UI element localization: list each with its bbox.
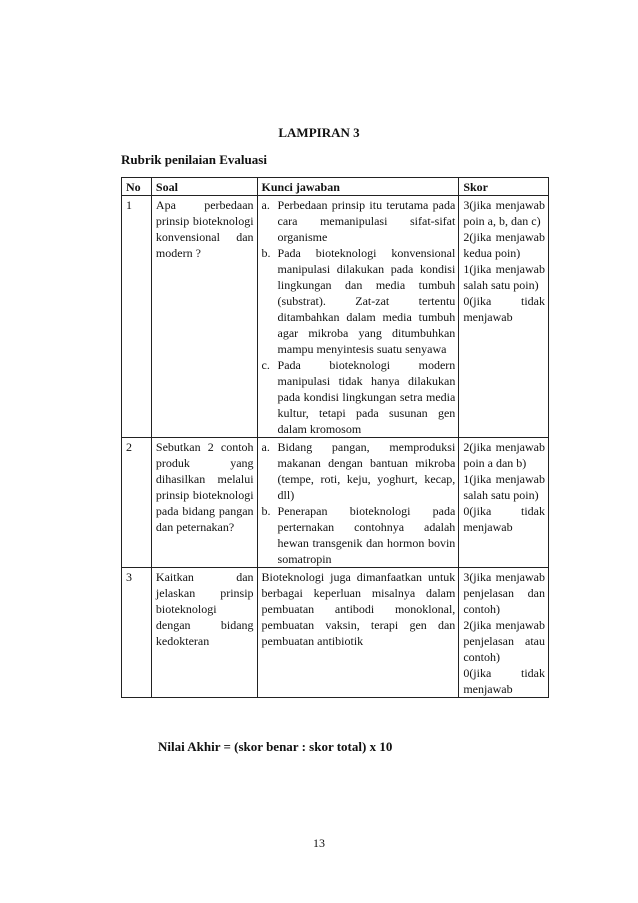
- answer-key: [257, 196, 459, 438]
- answer-marker: a.: [261, 198, 270, 212]
- table-header-row: [122, 178, 549, 196]
- page-number: 13: [313, 836, 325, 850]
- answer-text: Perbedaan prinsip itu terutama pada cara memanipulasi sifat-sifat organisme: [277, 198, 456, 244]
- score-line: 2(jika menjawab poin a dan b): [463, 440, 545, 470]
- header-no: No: [122, 178, 152, 196]
- row-number: 2: [122, 438, 152, 568]
- answer-text: Bidang pangan, memproduksi makanan dengan bantuan mikroba (tempe, roti, keju, yoghurt, kecap, dll): [277, 440, 456, 502]
- answer-key: Bioteknologi juga dimanfaatkan untuk berbagai keperluan misalnya dalam pembuatan antibodi monoklonal, pembuatan vaksin, terapi gen dan pembuatan antibiotik: [257, 568, 459, 698]
- answer-item: [262, 245, 456, 357]
- score-line: 0(jika tidak menjawab: [463, 294, 545, 324]
- table-row: [122, 568, 549, 698]
- table-row: [122, 196, 549, 438]
- question-text: Apa perbedaan prinsip bioteknologi konvensional dan modern ?: [151, 196, 257, 438]
- answer-marker: c.: [261, 358, 270, 372]
- score-cell: [459, 568, 549, 698]
- table-row: [122, 438, 549, 568]
- question-text: Sebutkan 2 contoh produk yang dihasilkan melalui prinsip bioteknologi pada bidang pangan dan peternakan?: [151, 438, 257, 568]
- answer-marker: a.: [261, 440, 270, 454]
- row-number: 1: [122, 196, 152, 438]
- header-skor: Skor: [459, 178, 549, 196]
- answer-key: [257, 438, 459, 568]
- score-cell: [459, 438, 549, 568]
- score-line: 0(jika tidak menjawab: [463, 504, 545, 534]
- answer-text: Pada bioteknologi konvensional manipulasi dilakukan pada kondisi lingkungan dan media tumbuh (substrat). Zat-zat tertentu ditambahkan dalam media tumbuh agar mikroba yang ditumbuhkan mampu menyintesis suatu senyawa: [277, 246, 456, 356]
- score-line: 2(jika menjawab kedua poin): [463, 230, 545, 260]
- answer-item: [262, 503, 456, 567]
- score-line: 1(jika menjawab salah satu poin): [463, 472, 545, 502]
- answer-item: [262, 197, 456, 245]
- answer-marker: b.: [261, 504, 271, 518]
- score-line: 1(jika menjawab salah satu poin): [463, 262, 545, 292]
- score-line: 3(jika menjawab penjelasan dan contoh): [463, 570, 545, 616]
- score-cell: [459, 196, 549, 438]
- answer-marker: b.: [261, 246, 271, 260]
- answer-text: Penerapan bioteknologi pada perternakan contohnya adalah hewan transgenik dan hormon bovin somatropin: [277, 504, 456, 566]
- answer-item: [262, 439, 456, 503]
- final-score-formula: Nilai Akhir = (skor benar : skor total) x 10: [158, 739, 393, 754]
- score-line: 3(jika menjawab poin a, b, dan c): [463, 198, 545, 228]
- row-number: 3: [122, 568, 152, 698]
- rubric-subtitle: Rubrik penilaian Evaluasi: [121, 152, 267, 167]
- answer-text: Pada bioteknologi modern manipulasi tidak hanya dilakukan pada kondisi lingkungan setra media kultur, tetapi pada susunan gen dalam kromosom: [277, 358, 456, 436]
- score-line: 0(jika tidak menjawab: [463, 666, 545, 696]
- score-line: 2(jika menjawab penjelasan atau contoh): [463, 618, 545, 664]
- page-title: LAMPIRAN 3: [278, 125, 360, 140]
- answer-item: [262, 357, 456, 437]
- question-text: Kaitkan dan jelaskan prinsip bioteknologi dengan bidang kedokteran: [151, 568, 257, 698]
- header-kunci-jawaban: Kunci jawaban: [257, 178, 459, 196]
- header-soal: Soal: [151, 178, 257, 196]
- rubric-table: [121, 177, 549, 698]
